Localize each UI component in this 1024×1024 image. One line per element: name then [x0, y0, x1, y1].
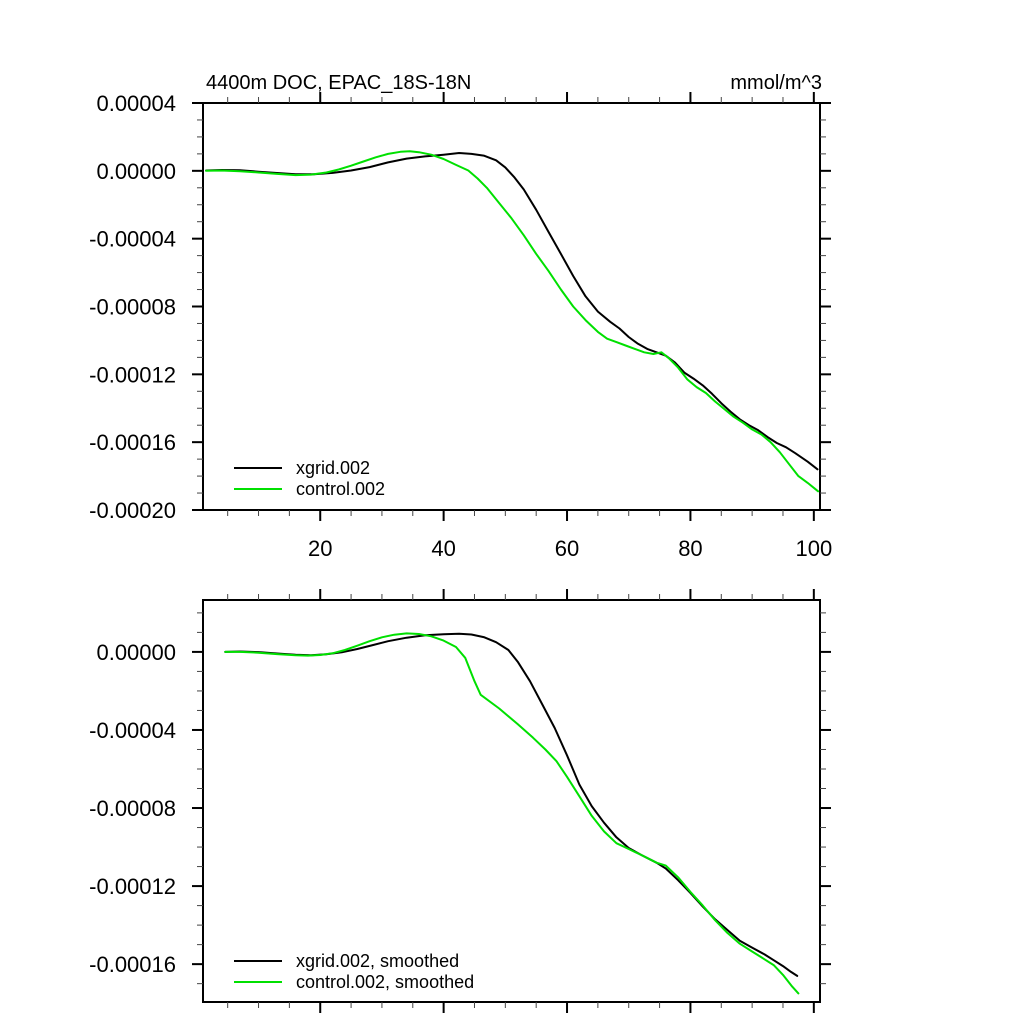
series-control-002-smoothed — [225, 633, 798, 993]
legend-label: xgrid.002, smoothed — [296, 951, 460, 972]
legend-entry — [234, 458, 385, 479]
legend-entry — [234, 951, 474, 972]
y-tick-label: 0.00000 — [96, 639, 176, 665]
legend-entry — [234, 479, 385, 500]
plot-frame — [203, 600, 820, 1002]
x-tick-label: 100 — [795, 536, 833, 561]
plot-title: 4400m DOC, EPAC_18S-18N — [206, 72, 472, 94]
y-tick-label: -0.00020 — [89, 498, 176, 523]
legend-label: xgrid.002 — [296, 458, 371, 479]
legend-top-panel — [234, 458, 385, 499]
y-tick-label: 0.00004 — [96, 91, 176, 116]
legend-line-sample — [234, 488, 282, 490]
y-tick-label: -0.00012 — [89, 362, 176, 388]
y-tick-label: -0.00008 — [89, 796, 176, 822]
y-tick-label: -0.00016 — [89, 952, 176, 978]
legend-entry — [234, 972, 474, 993]
legend-line-sample — [234, 981, 282, 983]
y-tick-label: -0.00004 — [89, 226, 176, 252]
series-control-002 — [206, 151, 818, 491]
legend-bottom-panel — [234, 951, 474, 992]
plot-units-label: mmol/m^3 — [730, 72, 822, 94]
legend-label: control.002 — [296, 478, 386, 499]
x-tick-label: 80 — [678, 536, 703, 561]
legend-line-sample — [234, 960, 282, 962]
x-tick-label: 60 — [554, 536, 580, 561]
y-tick-label: 0.00000 — [96, 158, 176, 184]
x-tick-label: 40 — [431, 536, 456, 561]
x-tick-label: 20 — [307, 536, 333, 561]
legend-line-sample — [234, 467, 282, 469]
series-xgrid-002-smoothed — [225, 634, 797, 976]
y-tick-label: -0.00004 — [89, 717, 176, 743]
y-tick-label: -0.00016 — [89, 430, 176, 456]
y-tick-label: -0.00012 — [89, 874, 176, 900]
series-xgrid-002 — [206, 153, 817, 469]
y-tick-label: -0.00008 — [89, 294, 176, 320]
plot-frame — [203, 103, 820, 510]
legend-label: control.002, smoothed — [296, 971, 475, 992]
